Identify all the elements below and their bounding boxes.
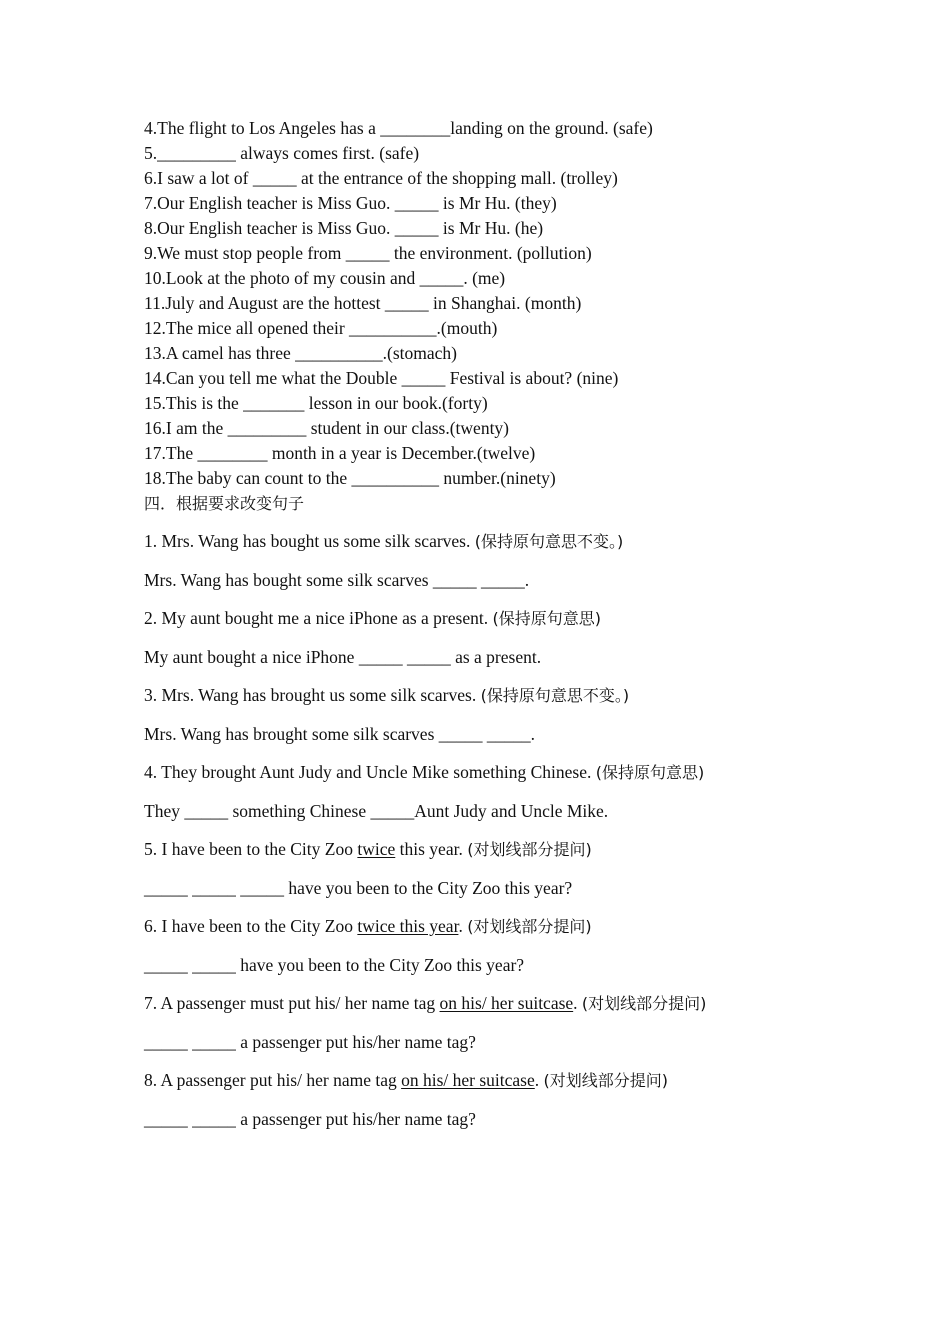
prompt-text-before: 8. A passenger put his/ her name tag (144, 1070, 402, 1090)
fill-blank-item-8: 8.Our English teacher is Miss Guo. _____ is Mr Hu. (he) (144, 218, 544, 238)
answer-line: _____ _____ a passenger put his/her name tag? (144, 1032, 476, 1052)
prompt-text: 1. Mrs. Wang has bought us some silk scarves. (144, 531, 475, 551)
prompt-text: 4. They brought Aunt Judy and Uncle Mike something Chinese. (144, 762, 596, 782)
prompt-text-after: this year. (395, 839, 468, 859)
rewrite-question-2 (144, 605, 904, 670)
prompt-text-before: 7. A passenger must put his/ her name tag (144, 993, 440, 1013)
instruction-note: (保持原句意思) (595, 763, 705, 782)
section-heading: 四．根据要求改变句子 (144, 494, 305, 513)
fill-blank-item-4: 4.The flight to Los Angeles has a ________landing on the ground. (safe) (144, 118, 653, 138)
prompt-text-before: 6. I have been to the City Zoo (144, 916, 358, 936)
prompt-text: 3. Mrs. Wang has brought us some silk scarves. (144, 685, 481, 705)
answer-line: They _____ something Chinese _____Aunt Judy and Uncle Mike. (144, 801, 609, 821)
rewrite-question-7 (144, 990, 904, 1055)
instruction-note: (保持原句意思不变。) (474, 532, 624, 551)
underlined-phrase: twice (357, 839, 396, 859)
rewrite-question-3 (144, 682, 904, 747)
question-prompt (144, 990, 904, 1017)
fill-blank-item-6: 6.I saw a lot of _____ at the entrance of the shopping mall. (trolley) (144, 168, 618, 188)
answer-line: _____ _____ have you been to the City Zoo this year? (144, 955, 525, 975)
instruction-note: (对划线部分提问) (467, 917, 592, 936)
answer-line: Mrs. Wang has bought some silk scarves _____ _____. (144, 570, 530, 590)
rewrite-question-4 (144, 759, 904, 824)
question-prompt (144, 836, 904, 863)
instruction-note: (对划线部分提问) (467, 840, 592, 859)
answer-line: My aunt bought a nice iPhone _____ _____ as a present. (144, 647, 542, 667)
fill-blank-item-5: 5._________ always comes first. (safe) (144, 143, 420, 163)
fill-blank-item-14: 14.Can you tell me what the Double _____ Festival is about? (nine) (144, 368, 619, 388)
underlined-phrase: on his/ her suitcase (401, 1070, 535, 1090)
fill-blank-item-12: 12.The mice all opened their __________.(mouth) (144, 318, 498, 338)
fill-blank-item-11: 11.July and August are the hottest _____ in Shanghai. (month) (144, 293, 582, 313)
answer-line: _____ _____ _____ have you been to the City Zoo this year? (144, 878, 573, 898)
prompt-text-after: . (458, 916, 468, 936)
prompt-text-after: . (573, 993, 582, 1013)
question-prompt (144, 528, 904, 555)
rewrite-question-6 (144, 913, 904, 978)
prompt-text-before: 5. I have been to the City Zoo (144, 839, 358, 859)
question-prompt (144, 913, 904, 940)
fill-blank-item-7: 7.Our English teacher is Miss Guo. _____ is Mr Hu. (they) (144, 193, 557, 213)
instruction-note: (保持原句意思) (492, 609, 601, 628)
rewrite-question-8 (144, 1067, 904, 1132)
fill-blank-item-13: 13.A camel has three __________.(stomach) (144, 343, 457, 363)
underlined-phrase: on his/ her suitcase (439, 993, 574, 1013)
question-prompt (144, 605, 904, 632)
instruction-note: (对划线部分提问) (581, 994, 707, 1013)
question-prompt (144, 759, 904, 786)
underlined-phrase: twice this year (357, 916, 459, 936)
fill-blank-item-17: 17.The ________ month in a year is December.(twelve) (144, 443, 536, 463)
fill-blank-item-9: 9.We must stop people from _____ the environment. (pollution) (144, 243, 592, 263)
fill-blank-item-18: 18.The baby can count to the __________ number.(ninety) (144, 468, 556, 488)
answer-line: Mrs. Wang has brought some silk scarves _____ _____. (144, 724, 536, 744)
fill-blank-item-10: 10.Look at the photo of my cousin and _____. (me) (144, 268, 506, 288)
exercise-content (144, 116, 904, 1132)
rewrite-question-5 (144, 836, 904, 901)
fill-blank-item-15: 15.This is the _______ lesson in our book.(forty) (144, 393, 488, 413)
answer-line: _____ _____ a passenger put his/her name tag? (144, 1109, 476, 1129)
question-prompt (144, 682, 904, 709)
instruction-note: (对划线部分提问) (543, 1071, 669, 1090)
instruction-note: (保持原句意思不变。) (480, 686, 630, 705)
prompt-text-after: . (534, 1070, 544, 1090)
fill-blank-item-16: 16.I am the _________ student in our class.(twenty) (144, 418, 510, 438)
prompt-text: 2. My aunt bought me a nice iPhone as a present. (144, 608, 493, 628)
rewrite-question-1 (144, 528, 904, 593)
question-prompt (144, 1067, 904, 1094)
